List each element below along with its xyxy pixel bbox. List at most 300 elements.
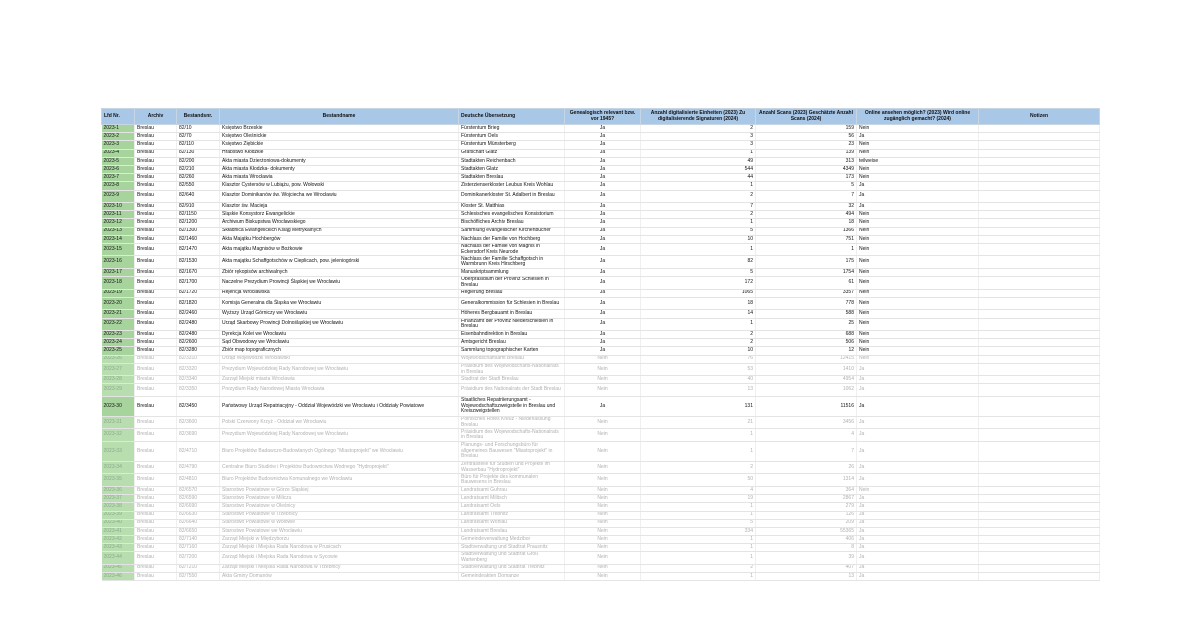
notes-cell[interactable] — [979, 544, 1100, 552]
table-row[interactable] — [102, 235, 1100, 243]
archive-cell[interactable]: Breslau — [135, 441, 177, 461]
german-translation-cell[interactable]: Stadtakten Reichenbach — [459, 157, 565, 165]
table-row[interactable] — [102, 277, 1100, 290]
units-cell[interactable]: 19 — [641, 495, 756, 503]
german-translation-cell[interactable]: Regierung Breslau — [459, 289, 565, 297]
row-number-cell[interactable]: 2023-7 — [102, 174, 135, 182]
table-row[interactable] — [102, 552, 1100, 564]
german-translation-cell[interactable]: Höheres Bergbauamt in Breslau — [459, 310, 565, 318]
notes-cell[interactable] — [979, 256, 1100, 269]
archive-cell[interactable]: Breslau — [135, 461, 177, 474]
holding-name-cell[interactable]: Rejencja Wrocławska — [220, 289, 459, 297]
holding-name-cell[interactable]: Urząd Skarbowy Prowincji Dolnośląskiej we Wrocławiu — [220, 318, 459, 331]
online-cell[interactable]: Ja — [857, 182, 979, 190]
units-cell[interactable]: 53 — [641, 363, 756, 376]
scans-cell[interactable]: 13 — [756, 572, 857, 580]
notes-cell[interactable] — [979, 564, 1100, 572]
holding-number-cell[interactable]: 82/6690 — [177, 503, 220, 511]
holding-number-cell[interactable]: 82/1820 — [177, 297, 220, 310]
genealogical-cell[interactable]: Ja — [565, 133, 641, 141]
row-number-cell[interactable]: 2023-17 — [102, 268, 135, 276]
archive-cell[interactable]: Breslau — [135, 384, 177, 397]
scans-cell[interactable]: 506 — [756, 339, 857, 347]
online-cell[interactable]: Ja — [857, 527, 979, 535]
table-row[interactable] — [102, 363, 1100, 376]
online-cell[interactable]: Nein — [857, 125, 979, 133]
holding-number-cell[interactable]: 82/1720 — [177, 289, 220, 297]
units-cell[interactable]: 172 — [641, 277, 756, 290]
scans-cell[interactable]: 209 — [756, 519, 857, 527]
holding-number-cell[interactable]: 82/130 — [177, 149, 220, 157]
online-cell[interactable]: Ja — [857, 536, 979, 544]
online-cell[interactable]: Ja — [857, 552, 979, 564]
genealogical-cell[interactable]: Nein — [565, 441, 641, 461]
holding-name-cell[interactable]: Biuro Projektów Badawczo-Budowlanych Ogólnego "Miastoprojekt" we Wrocławiu — [220, 441, 459, 461]
holding-name-cell[interactable]: Prezydium Wojewódzkiej Rady Narodowej we Wrocławiu — [220, 363, 459, 376]
units-cell[interactable]: 50 — [641, 474, 756, 487]
units-cell[interactable]: 82 — [641, 256, 756, 269]
holding-name-cell[interactable]: Składnica Ewangelickich Ksiąg Metrykalnych — [220, 227, 459, 235]
row-number-cell[interactable]: 2023-45 — [102, 564, 135, 572]
units-cell[interactable]: 1 — [641, 544, 756, 552]
row-number-cell[interactable]: 2023-2 — [102, 133, 135, 141]
online-cell[interactable]: Ja — [857, 416, 979, 429]
scans-cell[interactable]: 7 — [756, 441, 857, 461]
units-cell[interactable]: 40 — [641, 376, 756, 384]
genealogical-cell[interactable]: Ja — [565, 268, 641, 276]
holding-name-cell[interactable]: Centralne Biuro Studiów i Projektów Budownictwa Wodnego "Hydroprojekt" — [220, 461, 459, 474]
holding-name-cell[interactable]: Akta miasta Wrocławia — [220, 174, 459, 182]
genealogical-cell[interactable]: Ja — [565, 211, 641, 219]
units-cell[interactable]: 21 — [641, 416, 756, 429]
scans-cell[interactable]: 1754 — [756, 268, 857, 276]
german-translation-cell[interactable]: Manuskriptsammlung — [459, 268, 565, 276]
scans-cell[interactable]: 126 — [756, 511, 857, 519]
scans-cell[interactable]: 1366 — [756, 227, 857, 235]
german-translation-cell[interactable]: Eisenbahndirektion in Breslau — [459, 331, 565, 339]
notes-cell[interactable] — [979, 339, 1100, 347]
online-cell[interactable]: Nein — [857, 227, 979, 235]
table-row[interactable] — [102, 165, 1100, 173]
archive-cell[interactable]: Breslau — [135, 174, 177, 182]
row-number-cell[interactable]: 2023-16 — [102, 256, 135, 269]
genealogical-cell[interactable]: Nein — [565, 564, 641, 572]
row-number-cell[interactable]: 2023-37 — [102, 495, 135, 503]
units-cell[interactable]: 10 — [641, 235, 756, 243]
scans-cell[interactable]: 588 — [756, 310, 857, 318]
archive-cell[interactable]: Breslau — [135, 527, 177, 535]
table-row[interactable] — [102, 174, 1100, 182]
archive-cell[interactable]: Breslau — [135, 190, 177, 203]
archive-cell[interactable]: Breslau — [135, 331, 177, 339]
table-row[interactable] — [102, 511, 1100, 519]
holding-name-cell[interactable]: Biuro Projektów Budownictwa Komunalnego we Wrocławiu — [220, 474, 459, 487]
german-translation-cell[interactable]: Fürstentum Brieg — [459, 125, 565, 133]
holding-number-cell[interactable]: 82/1460 — [177, 235, 220, 243]
archive-cell[interactable]: Breslau — [135, 519, 177, 527]
scans-cell[interactable]: 3456 — [756, 416, 857, 429]
holding-name-cell[interactable]: Naczelne Prezydium Prowincji Śląskiej we Wrocławiu — [220, 277, 459, 290]
archive-cell[interactable]: Breslau — [135, 157, 177, 165]
genealogical-cell[interactable]: Nein — [565, 544, 641, 552]
holding-number-cell[interactable]: 82/4790 — [177, 461, 220, 474]
table-row[interactable] — [102, 536, 1100, 544]
row-number-cell[interactable]: 2023-9 — [102, 190, 135, 203]
scans-cell[interactable]: 1314 — [756, 474, 857, 487]
german-translation-cell[interactable]: Landratsamt Trebnitz — [459, 511, 565, 519]
units-cell[interactable]: 5 — [641, 227, 756, 235]
header-cell[interactable]: Genealogisch relevant bzw. vor 1945? — [565, 109, 641, 125]
german-translation-cell[interactable]: Fürstentum Oels — [459, 133, 565, 141]
online-cell[interactable]: Nein — [857, 256, 979, 269]
online-cell[interactable]: Nein — [857, 235, 979, 243]
genealogical-cell[interactable]: Nein — [565, 536, 641, 544]
header-cell[interactable]: Online ansehen möglich? (2023) Wird online zugänglich gemacht? (2024) — [857, 109, 979, 125]
holding-name-cell[interactable]: Zarząd Miejski miasta Wrocławia — [220, 376, 459, 384]
online-cell[interactable]: Ja — [857, 190, 979, 203]
german-translation-cell[interactable]: Zisterzienserkloster Leubus Kreis Wohlau — [459, 182, 565, 190]
holding-number-cell[interactable]: 82/260 — [177, 174, 220, 182]
units-cell[interactable]: 2 — [641, 211, 756, 219]
holding-number-cell[interactable]: 82/7140 — [177, 536, 220, 544]
archive-cell[interactable]: Breslau — [135, 133, 177, 141]
scans-cell[interactable]: 32 — [756, 203, 857, 211]
units-cell[interactable]: 76 — [641, 355, 756, 363]
archive-cell[interactable]: Breslau — [135, 396, 177, 416]
genealogical-cell[interactable]: Nein — [565, 474, 641, 487]
genealogical-cell[interactable]: Nein — [565, 552, 641, 564]
holding-name-cell[interactable]: Klasztor św. Macieja — [220, 203, 459, 211]
notes-cell[interactable] — [979, 536, 1100, 544]
online-cell[interactable]: Nein — [857, 277, 979, 290]
holding-name-cell[interactable]: Akta Gminy Domanów — [220, 572, 459, 580]
table-row[interactable] — [102, 461, 1100, 474]
row-number-cell[interactable]: 2023-12 — [102, 219, 135, 227]
archive-cell[interactable]: Breslau — [135, 536, 177, 544]
holding-name-cell[interactable]: Księstwo Brzeskie — [220, 125, 459, 133]
german-translation-cell[interactable]: Präsidium des Wojewodschafts-Nationalrats in Breslau — [459, 363, 565, 376]
holding-number-cell[interactable]: 82/10 — [177, 125, 220, 133]
row-number-cell[interactable]: 2023-43 — [102, 544, 135, 552]
holding-number-cell[interactable]: 82/3350 — [177, 384, 220, 397]
genealogical-cell[interactable]: Ja — [565, 310, 641, 318]
scans-cell[interactable]: 25 — [756, 318, 857, 331]
holding-name-cell[interactable]: Zarząd Miejski i Miejska Rada Narodowa w Prusicach — [220, 544, 459, 552]
table-row[interactable] — [102, 190, 1100, 203]
units-cell[interactable]: 3 — [641, 133, 756, 141]
german-translation-cell[interactable]: Oberpräsidium der Provinz Schlesien in Breslau — [459, 277, 565, 290]
table-row[interactable] — [102, 256, 1100, 269]
row-number-cell[interactable]: 2023-32 — [102, 429, 135, 442]
notes-cell[interactable] — [979, 461, 1100, 474]
genealogical-cell[interactable]: Ja — [565, 141, 641, 149]
online-cell[interactable]: Nein — [857, 243, 979, 256]
row-number-cell[interactable]: 2023-13 — [102, 227, 135, 235]
header-cell[interactable]: Bestandname — [220, 109, 459, 125]
online-cell[interactable]: Nein — [857, 310, 979, 318]
online-cell[interactable]: Ja — [857, 363, 979, 376]
german-translation-cell[interactable]: Amtsgericht Breslau — [459, 339, 565, 347]
table-row[interactable] — [102, 376, 1100, 384]
scans-cell[interactable]: 39 — [756, 552, 857, 564]
scans-cell[interactable]: 5 — [756, 182, 857, 190]
row-number-cell[interactable]: 2023-15 — [102, 243, 135, 256]
holding-name-cell[interactable]: Zarząd Miejski w Międzyborzu — [220, 536, 459, 544]
notes-cell[interactable] — [979, 396, 1100, 416]
table-row[interactable] — [102, 544, 1100, 552]
notes-cell[interactable] — [979, 519, 1100, 527]
holding-number-cell[interactable]: 82/1530 — [177, 256, 220, 269]
notes-cell[interactable] — [979, 474, 1100, 487]
holding-name-cell[interactable]: Hrabstwo Kłodzkie — [220, 149, 459, 157]
units-cell[interactable]: 10 — [641, 347, 756, 355]
units-cell[interactable]: 1 — [641, 182, 756, 190]
row-number-cell[interactable]: 2023-44 — [102, 552, 135, 564]
holding-name-cell[interactable]: Starostwo Powiatowe we Wrocławiu — [220, 527, 459, 535]
archive-cell[interactable]: Breslau — [135, 486, 177, 494]
german-translation-cell[interactable]: Schlesisches evangelisches Konsistorium — [459, 211, 565, 219]
holding-name-cell[interactable]: Polski Czerwony Krzyż - Oddział we Wrocławiu — [220, 416, 459, 429]
row-number-cell[interactable]: 2023-31 — [102, 416, 135, 429]
row-number-cell[interactable]: 2023-38 — [102, 503, 135, 511]
row-number-cell[interactable]: 2023-41 — [102, 527, 135, 535]
units-cell[interactable]: 1 — [641, 572, 756, 580]
header-cell[interactable]: Bestandsnr. — [177, 109, 220, 125]
online-cell[interactable]: Ja — [857, 203, 979, 211]
genealogical-cell[interactable]: Ja — [565, 277, 641, 290]
holding-name-cell[interactable]: Sąd Obwodowy we Wrocławiu — [220, 339, 459, 347]
online-cell[interactable]: Nein — [857, 165, 979, 173]
genealogical-cell[interactable]: Ja — [565, 297, 641, 310]
holding-name-cell[interactable]: Starostwo Powiatowe w Oleśnicy — [220, 503, 459, 511]
table-row[interactable] — [102, 495, 1100, 503]
notes-cell[interactable] — [979, 125, 1100, 133]
row-number-cell[interactable]: 2023-24 — [102, 339, 135, 347]
archive-cell[interactable]: Breslau — [135, 219, 177, 227]
holding-name-cell[interactable]: Księstwo Oleśnickie — [220, 133, 459, 141]
notes-cell[interactable] — [979, 552, 1100, 564]
notes-cell[interactable] — [979, 277, 1100, 290]
table-row[interactable] — [102, 331, 1100, 339]
online-cell[interactable]: Nein — [857, 339, 979, 347]
holding-name-cell[interactable]: Starostwo Powiatowe w Trzebnicy — [220, 511, 459, 519]
holding-number-cell[interactable]: 82/640 — [177, 190, 220, 203]
scans-cell[interactable]: 688 — [756, 331, 857, 339]
row-number-cell[interactable]: 2023-36 — [102, 486, 135, 494]
online-cell[interactable]: Ja — [857, 572, 979, 580]
table-row[interactable] — [102, 289, 1100, 297]
german-translation-cell[interactable]: Sammlung topographischer Karten — [459, 347, 565, 355]
archive-cell[interactable]: Breslau — [135, 318, 177, 331]
genealogical-cell[interactable]: Ja — [565, 243, 641, 256]
holding-number-cell[interactable]: 82/200 — [177, 157, 220, 165]
online-cell[interactable]: Nein — [857, 268, 979, 276]
genealogical-cell[interactable]: Ja — [565, 174, 641, 182]
online-cell[interactable]: Nein — [857, 149, 979, 157]
notes-cell[interactable] — [979, 227, 1100, 235]
genealogical-cell[interactable]: Ja — [565, 149, 641, 157]
header-cell[interactable]: Archiv — [135, 109, 177, 125]
notes-cell[interactable] — [979, 486, 1100, 494]
scans-cell[interactable]: 3357 — [756, 289, 857, 297]
units-cell[interactable]: 1 — [641, 219, 756, 227]
online-cell[interactable]: Ja — [857, 396, 979, 416]
notes-cell[interactable] — [979, 268, 1100, 276]
online-cell[interactable]: Ja — [857, 564, 979, 572]
table-row[interactable] — [102, 125, 1100, 133]
archive-cell[interactable]: Breslau — [135, 141, 177, 149]
german-translation-cell[interactable]: Landratsamt Militsch — [459, 495, 565, 503]
notes-cell[interactable] — [979, 133, 1100, 141]
archive-cell[interactable]: Breslau — [135, 355, 177, 363]
row-number-cell[interactable]: 2023-5 — [102, 157, 135, 165]
holding-name-cell[interactable]: Starostwo Powiatowe w Wołowie — [220, 519, 459, 527]
table-row[interactable] — [102, 157, 1100, 165]
german-translation-cell[interactable]: Dominikanerkloster St. Adalbert in Breslau — [459, 190, 565, 203]
holding-name-cell[interactable]: Zbiór rękopisów archiwalnych — [220, 268, 459, 276]
units-cell[interactable]: 2 — [641, 461, 756, 474]
holding-number-cell[interactable]: 82/1470 — [177, 243, 220, 256]
holding-number-cell[interactable]: 82/70 — [177, 133, 220, 141]
table-row[interactable] — [102, 268, 1100, 276]
archive-cell[interactable]: Breslau — [135, 256, 177, 269]
online-cell[interactable]: Nein — [857, 486, 979, 494]
notes-cell[interactable] — [979, 347, 1100, 355]
row-number-cell[interactable]: 2023-22 — [102, 318, 135, 331]
genealogical-cell[interactable]: Nein — [565, 527, 641, 535]
archive-cell[interactable]: Breslau — [135, 572, 177, 580]
german-translation-cell[interactable]: Gemeindeverwaltung Medzibor — [459, 536, 565, 544]
notes-cell[interactable] — [979, 149, 1100, 157]
table-row[interactable] — [102, 486, 1100, 494]
german-translation-cell[interactable]: Finanzamt der Provinz Niederschlesien in Breslau — [459, 318, 565, 331]
holding-name-cell[interactable]: Zbiór map topograficznych — [220, 347, 459, 355]
table-row[interactable] — [102, 243, 1100, 256]
row-number-cell[interactable]: 2023-4 — [102, 149, 135, 157]
header-cell[interactable]: Lfd Nr. — [102, 109, 135, 125]
archive-cell[interactable]: Breslau — [135, 227, 177, 235]
holding-name-cell[interactable]: Starostwo Powiatowe w Górze Śląskiej — [220, 486, 459, 494]
table-row[interactable] — [102, 384, 1100, 397]
online-cell[interactable]: Ja — [857, 441, 979, 461]
notes-cell[interactable] — [979, 235, 1100, 243]
holding-number-cell[interactable]: 82/2600 — [177, 339, 220, 347]
holding-number-cell[interactable]: 82/6640 — [177, 519, 220, 527]
genealogical-cell[interactable]: Ja — [565, 318, 641, 331]
scans-cell[interactable]: 778 — [756, 297, 857, 310]
units-cell[interactable]: 18 — [641, 297, 756, 310]
row-number-cell[interactable]: 2023-34 — [102, 461, 135, 474]
holding-name-cell[interactable]: Śląskie Konsystorz Ewangelickie — [220, 211, 459, 219]
units-cell[interactable]: 1 — [641, 503, 756, 511]
holding-name-cell[interactable]: Archiwum Biskupstwa Wrocławskiego — [220, 219, 459, 227]
units-cell[interactable]: 3 — [641, 141, 756, 149]
row-number-cell[interactable]: 2023-11 — [102, 211, 135, 219]
online-cell[interactable]: Nein — [857, 211, 979, 219]
genealogical-cell[interactable]: Ja — [565, 190, 641, 203]
genealogical-cell[interactable]: Ja — [565, 235, 641, 243]
archive-cell[interactable]: Breslau — [135, 429, 177, 442]
holding-number-cell[interactable]: 82/4710 — [177, 441, 220, 461]
table-row[interactable] — [102, 133, 1100, 141]
row-number-cell[interactable]: 2023-23 — [102, 331, 135, 339]
scans-cell[interactable]: 407 — [756, 564, 857, 572]
german-translation-cell[interactable]: Generalkommission für Schlesien in Breslau — [459, 297, 565, 310]
notes-cell[interactable] — [979, 310, 1100, 318]
german-translation-cell[interactable]: Stadtakten Glatz — [459, 165, 565, 173]
holding-name-cell[interactable]: Państwowy Urząd Repatriacyjny - Oddział Wojewódzki we Wrocławiu i Oddziały Powiatowe — [220, 396, 459, 416]
genealogical-cell[interactable]: Nein — [565, 486, 641, 494]
table-row[interactable] — [102, 297, 1100, 310]
german-translation-cell[interactable]: Kloster St. Matthias — [459, 203, 565, 211]
genealogical-cell[interactable]: Ja — [565, 396, 641, 416]
units-cell[interactable]: 544 — [641, 165, 756, 173]
row-number-cell[interactable]: 2023-6 — [102, 165, 135, 173]
notes-cell[interactable] — [979, 511, 1100, 519]
holding-name-cell[interactable]: Prezydium Wojewódzkiej Rady Narodowej we Wrocławiu — [220, 429, 459, 442]
notes-cell[interactable] — [979, 495, 1100, 503]
online-cell[interactable]: Ja — [857, 495, 979, 503]
holding-number-cell[interactable]: 82/6590 — [177, 495, 220, 503]
genealogical-cell[interactable]: Ja — [565, 347, 641, 355]
online-cell[interactable]: Nein — [857, 331, 979, 339]
genealogical-cell[interactable]: Nein — [565, 495, 641, 503]
german-translation-cell[interactable]: Stadtverwaltung und Stadtrat Prausnitz — [459, 544, 565, 552]
row-number-cell[interactable]: 2023-20 — [102, 297, 135, 310]
units-cell[interactable]: 2 — [641, 125, 756, 133]
online-cell[interactable]: teilweise — [857, 157, 979, 165]
archive-cell[interactable]: Breslau — [135, 268, 177, 276]
german-translation-cell[interactable]: Stadtverwaltung und Stadtrat Trebnitz — [459, 564, 565, 572]
units-cell[interactable]: 49 — [641, 157, 756, 165]
archive-cell[interactable]: Breslau — [135, 125, 177, 133]
notes-cell[interactable] — [979, 174, 1100, 182]
scans-cell[interactable]: 61 — [756, 277, 857, 290]
table-row[interactable] — [102, 355, 1100, 363]
holding-number-cell[interactable]: 82/210 — [177, 165, 220, 173]
table-row[interactable] — [102, 474, 1100, 487]
online-cell[interactable]: Ja — [857, 376, 979, 384]
units-cell[interactable]: 1 — [641, 429, 756, 442]
online-cell[interactable]: Ja — [857, 461, 979, 474]
scans-cell[interactable]: 494 — [756, 211, 857, 219]
online-cell[interactable]: Nein — [857, 355, 979, 363]
units-cell[interactable]: 1 — [641, 441, 756, 461]
scans-cell[interactable]: 751 — [756, 235, 857, 243]
notes-cell[interactable] — [979, 190, 1100, 203]
holding-name-cell[interactable]: Wyższy Urząd Górniczy we Wrocławiu — [220, 310, 459, 318]
online-cell[interactable]: Ja — [857, 519, 979, 527]
holding-number-cell[interactable]: 82/3340 — [177, 376, 220, 384]
table-row[interactable] — [102, 347, 1100, 355]
holding-number-cell[interactable]: 82/6570 — [177, 486, 220, 494]
row-number-cell[interactable]: 2023-25 — [102, 347, 135, 355]
scans-cell[interactable]: 2867 — [756, 495, 857, 503]
row-number-cell[interactable]: 2023-1 — [102, 125, 135, 133]
holding-number-cell[interactable]: 82/550 — [177, 182, 220, 190]
notes-cell[interactable] — [979, 429, 1100, 442]
row-number-cell[interactable]: 2023-35 — [102, 474, 135, 487]
units-cell[interactable]: 2 — [641, 564, 756, 572]
notes-cell[interactable] — [979, 331, 1100, 339]
row-number-cell[interactable]: 2023-33 — [102, 441, 135, 461]
archive-cell[interactable]: Breslau — [135, 289, 177, 297]
genealogical-cell[interactable]: Ja — [565, 289, 641, 297]
row-number-cell[interactable]: 2023-26 — [102, 355, 135, 363]
online-cell[interactable]: Ja — [857, 511, 979, 519]
archive-cell[interactable]: Breslau — [135, 211, 177, 219]
row-number-cell[interactable]: 2023-40 — [102, 519, 135, 527]
